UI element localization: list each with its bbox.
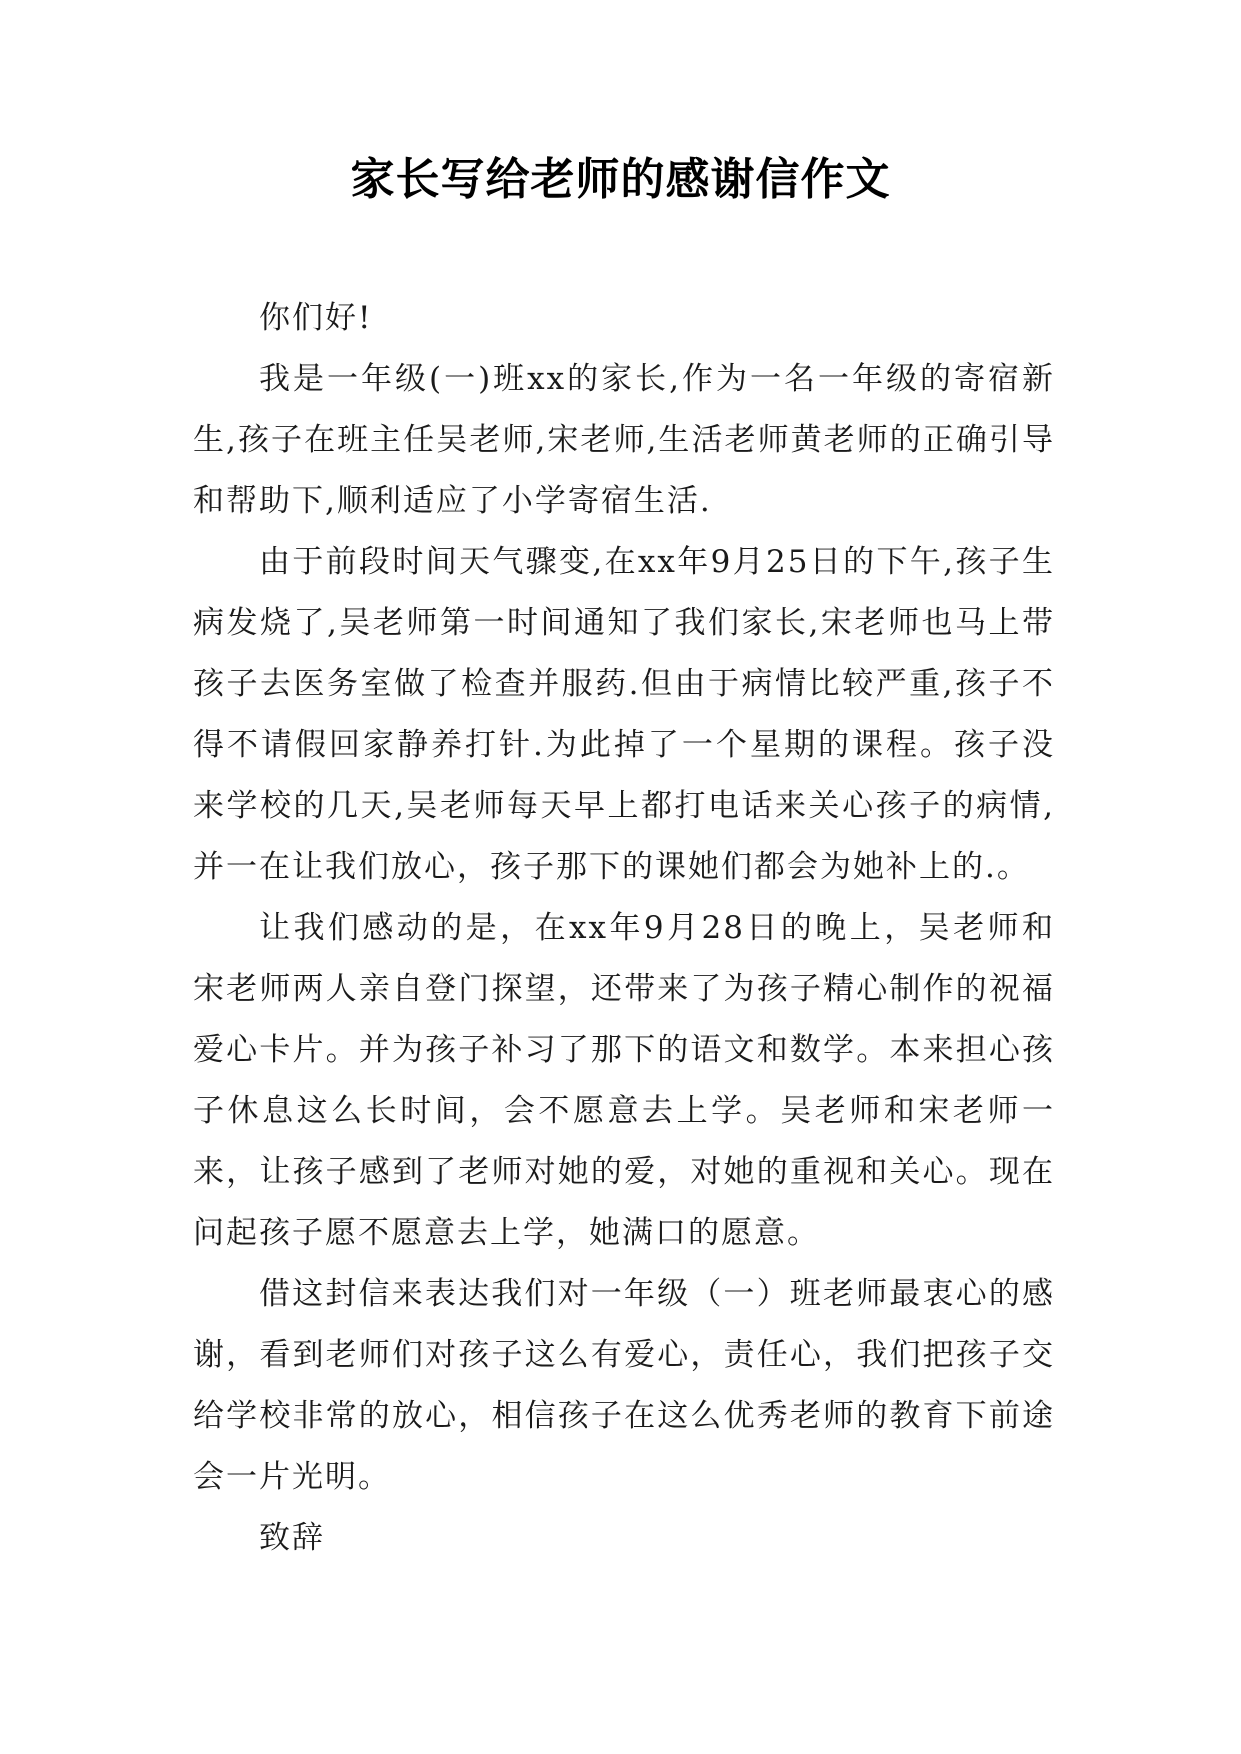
- document-title: 家长写给老师的感谢信作文: [350, 154, 891, 205]
- thanks-paragraph: 借这封信来表达我们对一年级（一）班老师最衷心的感谢，看到老师们对孩子这么有爱心，责任心，我们把孩子交给学校非常的放心，相信孩子在这么优秀老师的教育下前途会一片光明。: [193, 1276, 1055, 1495]
- greeting-paragraph: 你们好!: [259, 300, 373, 336]
- illness-paragraph: 由于前段时间天气骤变,在xx年9月25日的下午,孩子生病发烧了,吴老师第一时间通知了我们家长,宋老师也马上带孩子去医务室做了检查并服药.但由于病情比较严重,孩子不得不请假回家静养打针.为此掉了一个星期的课程。孩子没来学校的几天,吴老师每天早上都打电话来关心孩子的病情,并一在让我们放心，孩子那下的课她们都会为她补上的.。: [193, 544, 1055, 885]
- visit-paragraph: 让我们感动的是，在xx年9月28日的晚上，吴老师和宋老师两人亲自登门探望，还带来了为孩子精心制作的祝福爱心卡片。并为孩子补习了那下的语文和数学。本来担心孩子休息这么长时间，会不愿意去上学。吴老师和宋老师一来，让孩子感到了老师对她的爱，对她的重视和关心。现在问起孩子愿不愿意去上学，她满口的愿意。: [193, 910, 1055, 1251]
- intro-paragraph: 我是一年级(一)班xx的家长,作为一名一年级的寄宿新生,孩子在班主任吴老师,宋老师,生活老师黄老师的正确引导和帮助下,顺利适应了小学寄宿生活.: [193, 361, 1055, 519]
- document-body: [193, 288, 1055, 1569]
- closing-paragraph: 致辞: [259, 1520, 325, 1556]
